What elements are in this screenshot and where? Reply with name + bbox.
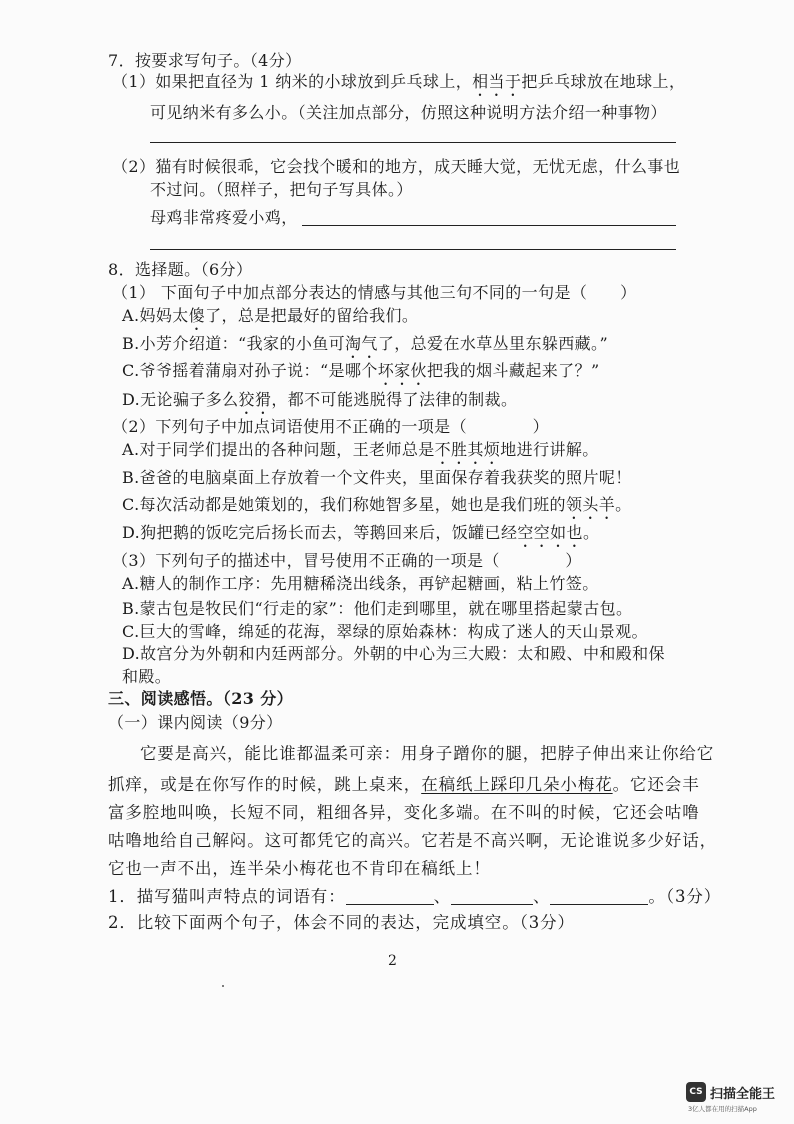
q7-item1-line2: 可见纳米有多么小。（关注加点部分，仿照这种说明方法介绍一种事物）	[150, 103, 667, 122]
q8-s3-option-d-line2: 和殿。	[122, 667, 172, 686]
page-number: 2	[388, 953, 397, 969]
q7-item1-line1: （1）如果把直径为 1 纳米的小球放到乒乓球上，相当于把乒乓球放在地球上，	[112, 72, 686, 91]
watermark-name: 扫描全能王	[710, 1086, 776, 1102]
q8-s2-option-b: B.爸爸的电脑桌面上存放着一个文件夹，里面保存着我获奖的照片呢！	[122, 468, 632, 487]
q8-s1-stem: （1） 下面句子中加点部分表达的情感与其他三句不同的一句是（ ）	[112, 283, 637, 302]
reading-q1: 1．描写猫叫声特点的词语有： 、 、 。（3分）	[108, 887, 722, 906]
watermark-tagline: 3亿人都在用的扫描App	[688, 1105, 757, 1113]
q7-answer-line-2[interactable]	[302, 225, 676, 226]
q7-title: 7．按要求写句子。（4分）	[108, 51, 302, 70]
q8-s3-stem: （3）下列句子的描述中，冒号使用不正确的一项是（ ）	[112, 551, 582, 570]
reading-para-line-2: 抓痒，或是在你写作的时候，跳上桌来，在稿纸上踩印几朵小梅花。它还会丰	[108, 775, 700, 794]
answer-blank-3[interactable]	[550, 888, 648, 905]
section3-subtitle: （一）课内阅读（9分）	[108, 713, 283, 732]
q8-s3-option-d-line1: D.故宫分为外朝和内廷两部分。外朝的中心为三大殿：太和殿、中和殿和保	[122, 644, 665, 663]
q7-item2-line3: 母鸡非常疼爱小鸡，	[150, 208, 298, 227]
q7-emphasis: 相当于	[472, 72, 522, 91]
q8-s2-option-c: C.每次活动都是她策划的，我们称她智多星，她也是我们班的领头羊。	[122, 495, 632, 514]
q8-s1-option-b: B.小芳介绍道：“我家的小鱼可淘气了，总爱在水草丛里东躲西藏。”	[122, 334, 609, 353]
q8-s1-option-c: C.爷爷摇着蒲扇对孙子说：“是哪个坏家伙把我的烟斗藏起来了？”	[122, 361, 600, 380]
q8-s2-option-d: D.狗把鹅的饭吃完后扬长而去，等鹅回来后，饭罐已经空空如也。	[122, 523, 600, 542]
reading-para-line-1: 它要是高兴，能比谁都温柔可亲：用身子蹭你的腿，把脖子伸出来让你给它	[140, 744, 715, 763]
q8-s3-option-c: C.巨大的雪峰，绵延的花海，翠绿的原始森林：构成了迷人的天山景观。	[122, 622, 648, 641]
q8-s2-option-a: A.对于同学们提出的各种问题，王老师总是不胜其烦地进行讲解。	[122, 440, 599, 459]
scanner-watermark	[686, 1082, 775, 1102]
underlined-phrase: 在稿纸上踩印几朵小梅花	[421, 775, 613, 794]
camscanner-logo-icon: CS	[686, 1082, 706, 1102]
q8-s3-option-b: B.蒙古包是牧民们“行走的家”：他们走到哪里，就在哪里搭起蒙古包。	[122, 599, 633, 618]
reading-q2: 2．比较下面两个句子，体会不同的表达，完成填空。（3分）	[108, 913, 575, 932]
q7-answer-line-3[interactable]	[150, 249, 676, 250]
reading-para-line-4: 咕噜地给自己解闷。这可都凭它的高兴。它若是不高兴啊，无论谁说多少好话，	[108, 831, 717, 850]
q7-item2-line2: 不过问。（照样子，把句子写具体。）	[150, 180, 413, 199]
q8-s1-option-a: A.妈妈太傻了，总是把最好的留给我们。	[122, 306, 419, 325]
section3-title: 三、阅读感悟。（23 分）	[108, 689, 294, 708]
answer-blank-2[interactable]	[451, 888, 533, 905]
answer-blank-1[interactable]	[346, 888, 434, 905]
reading-para-line-3: 富多腔地叫唤，长短不同，粗细各异，变化多端。在不叫的时候，它还会咕噜	[108, 803, 700, 822]
q8-title: 8．选择题。（6分）	[108, 260, 253, 279]
q8-s1-option-d: D.无论骗子多么狡猾，都不可能逃脱得了法律的制裁。	[122, 390, 518, 409]
q7-answer-line-1[interactable]	[150, 142, 676, 143]
q8-s3-option-a: A.糖人的制作工序：先用糖稀浇出线条，再铲起糖画，粘上竹签。	[122, 574, 599, 593]
q8-s2-stem: （2）下列句子中加点词语使用不正确的一项是（ ）	[112, 417, 549, 436]
scan-speck	[222, 985, 224, 987]
reading-para-line-5: 它也一声不出，连半朵小梅花也不肯印在稿纸上！	[108, 859, 491, 878]
q7-item2-line1: （2）猫有时候很乖，它会找个暖和的地方，成天睡大觉，无忧无虑，什么事也	[112, 157, 681, 176]
